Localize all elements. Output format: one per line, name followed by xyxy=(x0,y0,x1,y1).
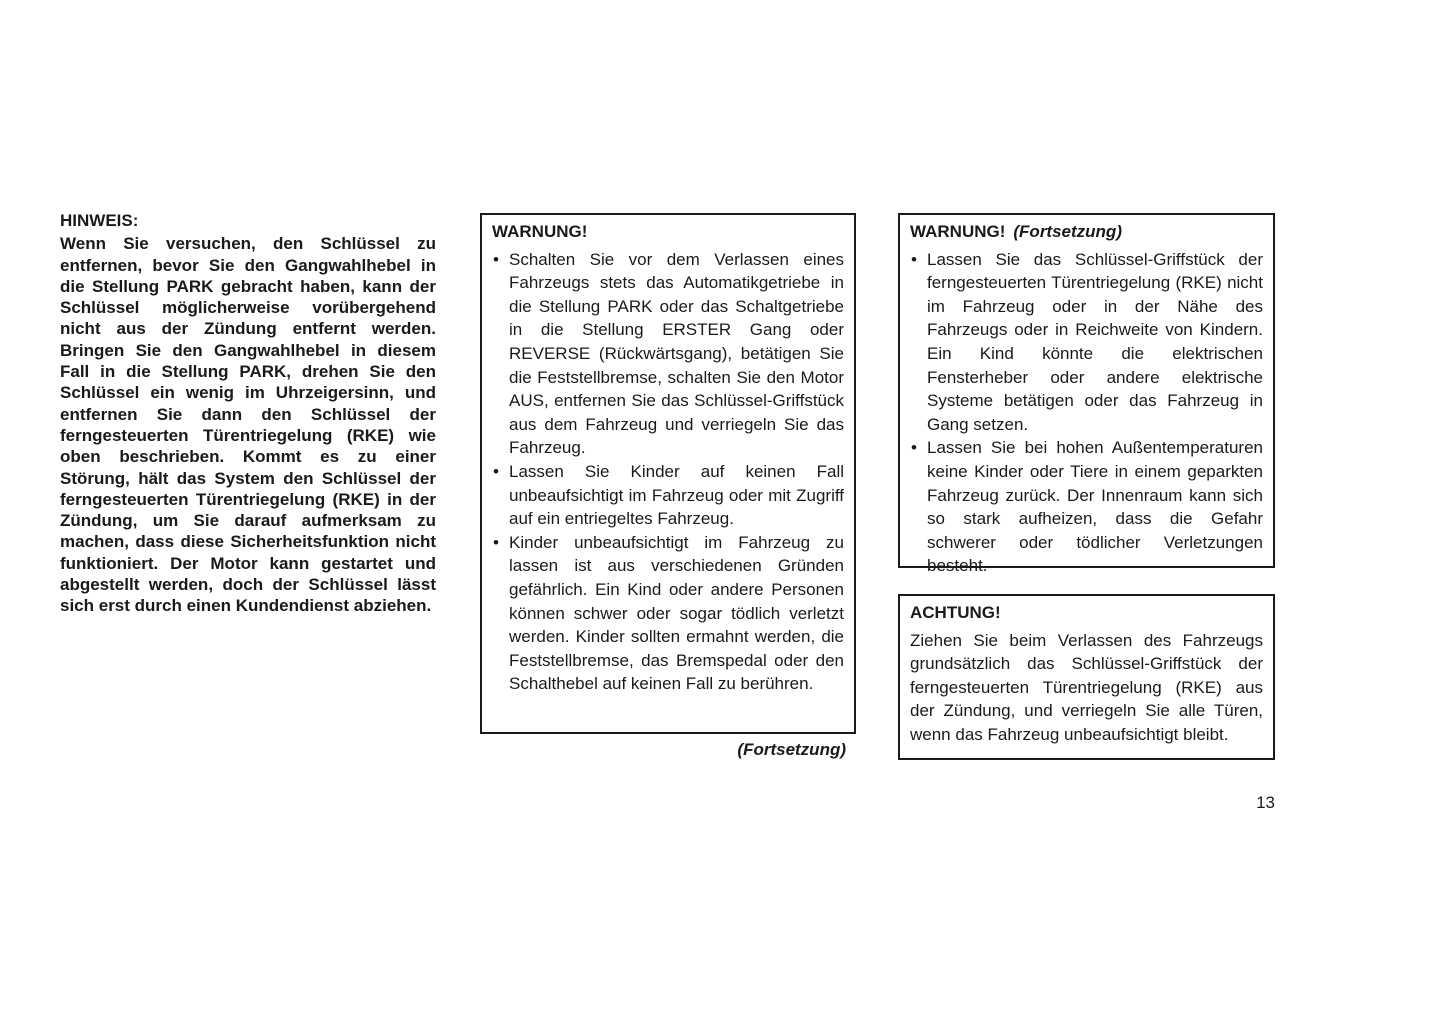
warning-continued-box xyxy=(898,213,1275,576)
page-number: 13 xyxy=(1256,793,1275,812)
bullet-icon: • xyxy=(493,461,499,481)
continued-label: (Fortsetzung) xyxy=(737,740,846,759)
caution-title: ACHTUNG! xyxy=(910,603,1001,622)
caution-text: Ziehen Sie beim Verlassen des Fahrzeugs grundsätzlich das Schlüssel-Griffstück der ferngesteuerten Türentriegelung (RKE) aus der Zündung, und verriegeln Sie alle Türen, wenn das Fahrzeug unbeaufsichtigt bleibt. xyxy=(910,630,1263,744)
warning-item-text: Lassen Sie Kinder auf keinen Fall unbeaufsichtigt im Fahrzeug oder mit Zugriff auf ein entriegeltes Fahrzeug. xyxy=(509,461,844,529)
bullet-icon: • xyxy=(911,249,917,269)
bullet-icon: • xyxy=(911,438,917,458)
warning-item xyxy=(910,248,1263,437)
warning-item xyxy=(492,248,844,460)
warning-item-text: Kinder unbeaufsichtigt im Fahrzeug zu lassen ist aus verschiedenen Gründen gefährlich. Ein Kind oder andere Personen können schwer oder sogar tödlich verletzt werden. Kinder sollten ermahnt werden, die Feststellbremse, das Bremspedal oder den Schalthebel auf keinen Fall zu berühren. xyxy=(509,532,844,694)
bullet-icon: • xyxy=(493,249,499,269)
warning-title: WARNUNG! xyxy=(492,222,588,241)
warning-item-text: Lassen Sie das Schlüssel-Griffstück der ferngesteuerten Türentriegelung (RKE) nicht im Fahrzeug oder in der Nähe des Fahrzeugs oder in Reichweite von Kindern. Ein Kind könnte die elektrischen Fensterheber oder andere elektrische Systeme betätigen oder das Fahrzeug in Gang setzen. xyxy=(927,249,1263,434)
warning-item xyxy=(910,436,1263,578)
bullet-icon: • xyxy=(493,532,499,552)
warning-item-text: Schalten Sie vor dem Verlassen eines Fahrzeugs stets das Automatikgetriebe in die Stellung PARK oder das Schaltgetriebe in die Stellung ERSTER Gang oder REVERSE (Rückwärtsgang), betätigen Sie die Feststellbremse, schalten Sie den Motor AUS, entfernen Sie das Schlüssel-Griffstück aus dem Fahrzeug und verriegeln Sie das Fahrzeug. xyxy=(509,249,844,458)
warning-item xyxy=(492,531,844,696)
warning-continued-title xyxy=(910,220,1263,244)
warning-item-text: Lassen Sie bei hohen Außentemperaturen keine Kinder oder Tiere in einem geparkten Fahrzeug zurück. Der Innenraum kann sich so stark aufheizen, dass die Gefahr schwerer oder tödlicher Verletzungen besteht. xyxy=(927,438,1263,576)
hinweis-heading: HINWEIS: xyxy=(60,211,139,230)
hinweis-note xyxy=(60,210,436,617)
warning-title-text: WARNUNG! xyxy=(910,222,1006,241)
caution-box xyxy=(898,594,1275,760)
warning-item xyxy=(492,460,844,531)
warning-title-suffix: (Fortsetzung) xyxy=(1013,222,1122,241)
warning-box xyxy=(480,213,856,734)
hinweis-text: Wenn Sie versuchen, den Schlüssel zu entfernen, bevor Sie den Gangwahlhebel in die Stellung PARK gebracht haben, kann der Schlüssel möglicherweise vorübergehend nicht aus der Zündung entfernt werden. Bringen Sie den Gangwahlhebel in diesem Fall in die Stellung PARK, drehen Sie den Schlüssel ein wenig im Uhrzeigersinn, und entfernen Sie dann den Schlüssel der ferngesteuerten Türentriegelung (RKE) wie oben beschrieben. Kommt es zu einer Störung, hält das System den Schlüssel der ferngesteuerten Türentriegelung (RKE) in der Zündung, um Sie darauf aufmerksam zu machen, dass diese Sicherheitsfunktion nicht funktioniert. Der Motor kann gestartet und abgestellt werden, doch der Schlüssel lässt sich erst durch einen Kundendienst abziehen. xyxy=(60,234,436,616)
